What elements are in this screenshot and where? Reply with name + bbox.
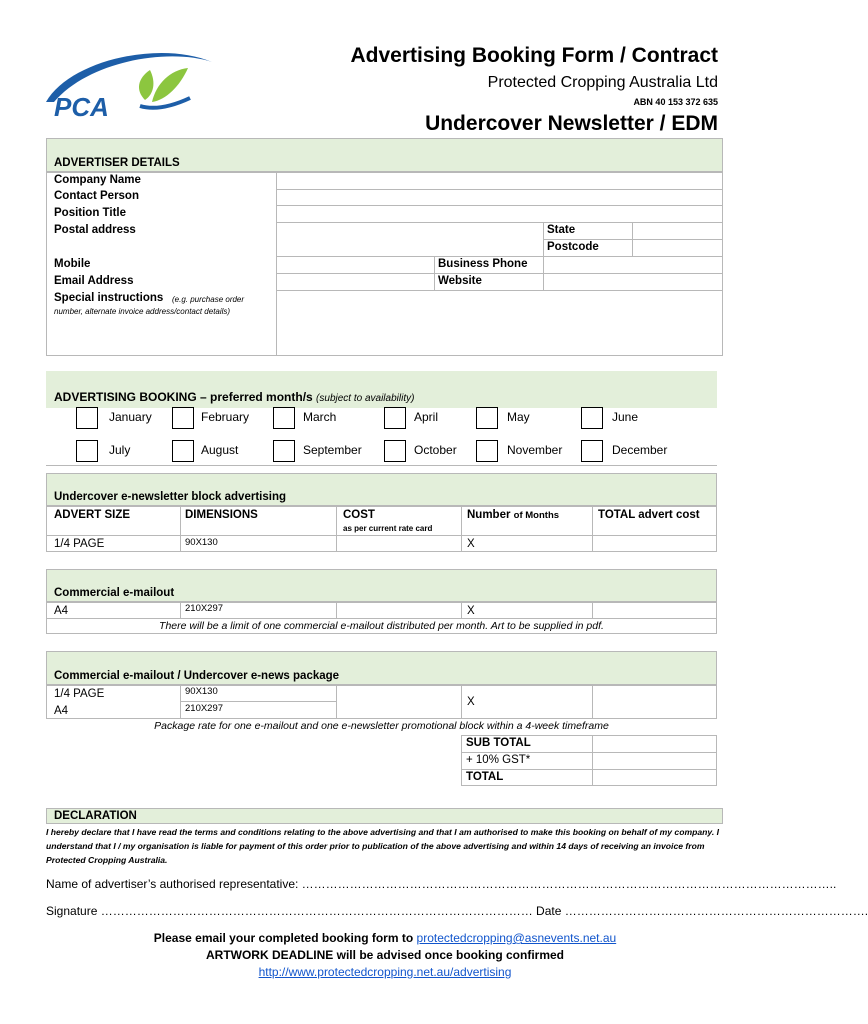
total-label: TOTAL bbox=[466, 771, 504, 783]
checkbox-january[interactable] bbox=[76, 407, 98, 429]
subtotal-field[interactable] bbox=[593, 736, 716, 751]
package-title: Commercial e-mailout / Undercover e-news package bbox=[54, 670, 340, 682]
state-field[interactable] bbox=[634, 223, 722, 238]
checkbox-december[interactable] bbox=[581, 440, 603, 462]
month-april: April bbox=[414, 410, 439, 424]
declaration-header bbox=[46, 808, 723, 824]
mailout-note: There will be a limit of one commercial e-mailout distributed per month. Art to be supplied in pdf. bbox=[159, 620, 604, 632]
position-title-label: Position Title bbox=[54, 207, 126, 219]
checkbox-august[interactable] bbox=[172, 440, 194, 462]
company-name: Protected Cropping Australia Ltd bbox=[487, 74, 718, 91]
package-row2-dims: 210X297 bbox=[185, 703, 224, 714]
website-link[interactable]: http://www.protectedcropping.net.au/advertising bbox=[258, 965, 512, 979]
declaration-title: DECLARATION bbox=[54, 810, 137, 822]
month-january: January bbox=[109, 410, 152, 424]
postcode-label: Postcode bbox=[547, 241, 599, 253]
package-row1-dims: 90X130 bbox=[185, 686, 218, 697]
checkbox-september[interactable] bbox=[273, 440, 295, 462]
month-september: September bbox=[303, 443, 362, 457]
abn: ABN 40 153 372 635 bbox=[633, 97, 718, 107]
special-instructions-hint-2: number, alternate invoice address/contact details) bbox=[54, 307, 231, 316]
col-total: TOTAL advert cost bbox=[598, 509, 700, 521]
package-cost-field[interactable] bbox=[337, 686, 460, 717]
month-august: August bbox=[201, 443, 239, 457]
mailout-cost-field[interactable] bbox=[337, 603, 460, 617]
month-july: July bbox=[109, 443, 131, 457]
contact-person-field[interactable] bbox=[278, 190, 722, 204]
checkbox-october[interactable] bbox=[384, 440, 406, 462]
package-row1-size: 1/4 PAGE bbox=[54, 688, 105, 700]
footer-url-line bbox=[0, 965, 770, 979]
month-february: February bbox=[201, 410, 250, 424]
logo-text: PCA bbox=[54, 92, 109, 122]
col-advert-size: ADVERT SIZE bbox=[54, 509, 131, 521]
package-total-field[interactable] bbox=[593, 686, 716, 717]
month-may: May bbox=[507, 410, 530, 424]
signature-date-line[interactable]: Signature ……………………………………………………………………………………………… Date …………………………………………………………………. bbox=[46, 904, 868, 918]
col-dimensions: DIMENSIONS bbox=[185, 509, 258, 521]
month-march: March bbox=[303, 410, 337, 424]
col-cost: COST bbox=[343, 509, 375, 521]
booking-title-note: (subject to availability) bbox=[316, 393, 415, 404]
pca-logo bbox=[40, 40, 220, 130]
footer-email-line: Please email your completed booking form to protectedcropping@asnevents.net.au bbox=[153, 931, 617, 945]
checkbox-june[interactable] bbox=[581, 407, 603, 429]
col-number: Number of Months bbox=[467, 509, 560, 521]
position-title-field[interactable] bbox=[278, 206, 722, 221]
month-november: November bbox=[507, 443, 563, 457]
checkbox-february[interactable] bbox=[172, 407, 194, 429]
mailout-row-size: A4 bbox=[54, 605, 69, 617]
email-label: Email Address bbox=[54, 275, 134, 287]
checkbox-march[interactable] bbox=[273, 407, 295, 429]
month-december: December bbox=[612, 443, 668, 457]
state-label: State bbox=[547, 224, 576, 236]
mobile-field[interactable] bbox=[278, 257, 433, 272]
special-instructions-field[interactable] bbox=[278, 291, 722, 355]
block-row-size: 1/4 PAGE bbox=[54, 538, 105, 550]
checkbox-may[interactable] bbox=[476, 407, 498, 429]
business-phone-field[interactable] bbox=[545, 257, 722, 272]
gst-label: + 10% GST* bbox=[466, 754, 531, 766]
block-row-dims: 90X130 bbox=[185, 537, 218, 548]
form-title: Advertising Booking Form / Contract bbox=[350, 44, 718, 67]
mailout-row-x: X bbox=[467, 605, 475, 617]
postal-address-field[interactable] bbox=[278, 223, 542, 255]
month-june: June bbox=[612, 410, 639, 424]
block-cost-field[interactable] bbox=[337, 536, 460, 551]
form-subtitle: Undercover Newsletter / EDM bbox=[425, 112, 718, 135]
block-months-field[interactable] bbox=[480, 536, 591, 551]
contact-person-label: Contact Person bbox=[54, 190, 139, 202]
package-row-x: X bbox=[467, 696, 475, 708]
booking-title: ADVERTISING BOOKING – preferred month/s (subject to availability) bbox=[54, 390, 415, 404]
website-field[interactable] bbox=[545, 274, 722, 289]
subtotal-label: SUB TOTAL bbox=[466, 737, 531, 749]
email-field[interactable] bbox=[278, 274, 433, 289]
gst-field[interactable] bbox=[593, 753, 716, 768]
block-row-x: X bbox=[467, 538, 475, 550]
artwork-deadline: ARTWORK DEADLINE will be advised once booking confirmed bbox=[205, 948, 565, 962]
mailout-row-dims: 210X297 bbox=[185, 603, 224, 614]
company-name-field[interactable] bbox=[278, 173, 722, 188]
checkbox-november[interactable] bbox=[476, 440, 498, 462]
email-link[interactable]: protectedcropping@asnevents.net.au bbox=[416, 931, 617, 945]
package-note: Package rate for one e-mailout and one e-newsletter promotional block within a 4-week timeframe bbox=[154, 720, 609, 732]
representative-name-line[interactable]: Name of advertiser’s authorised representative: …………………………………………………………………………………………………………………….. bbox=[46, 877, 837, 891]
block-total-field[interactable] bbox=[593, 536, 716, 551]
checkbox-july[interactable] bbox=[76, 440, 98, 462]
package-row2-size: A4 bbox=[54, 705, 69, 717]
website-label: Website bbox=[438, 275, 482, 287]
business-phone-label: Business Phone bbox=[438, 258, 528, 270]
block-title: Undercover e-newsletter block advertising bbox=[54, 491, 286, 503]
month-october: October bbox=[414, 443, 457, 457]
postal-address-label: Postal address bbox=[54, 224, 136, 236]
declaration-text: I hereby declare that I have read the terms and conditions relating to the above advertising and that I am authorised to make this booking on behalf of my company. I understand that I / my organisation is liable for payment of this order prior to publication of the above advertising and within 14 days of receiving an invoice from Protected Cropping Australia. bbox=[46, 827, 719, 865]
company-name-label: Company Name bbox=[54, 174, 141, 186]
mailout-total-field[interactable] bbox=[593, 603, 716, 617]
special-instructions-label: Special instructions bbox=[54, 292, 164, 304]
postcode-field[interactable] bbox=[634, 240, 722, 255]
checkbox-april[interactable] bbox=[384, 407, 406, 429]
special-instructions-hint-1: (e.g. purchase order bbox=[172, 295, 245, 304]
total-field[interactable] bbox=[593, 770, 716, 785]
advertiser-section-title: ADVERTISER DETAILS bbox=[54, 157, 180, 169]
mobile-label: Mobile bbox=[54, 258, 91, 270]
mailout-title: Commercial e-mailout bbox=[54, 587, 175, 599]
col-cost-note: as per current rate card bbox=[343, 524, 433, 533]
